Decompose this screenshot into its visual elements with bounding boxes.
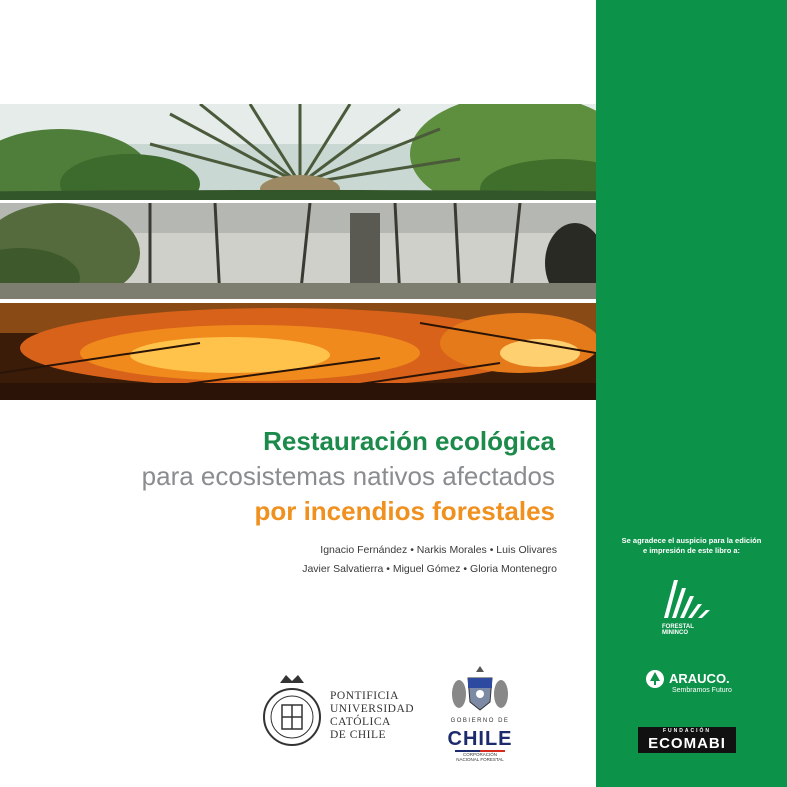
chile-coat-of-arms-icon (450, 664, 510, 721)
thanks-line: e impresión de este libro a: (642, 546, 741, 555)
title-line-1: Restauración ecológica (263, 426, 555, 456)
ecomabi-logo (638, 727, 736, 753)
arauco-label: ARAUCO. (669, 671, 730, 686)
puc-line: DE CHILE (330, 729, 387, 741)
title-line-2: para ecosistemas nativos afectados (141, 461, 555, 491)
ecomabi-name: ECOMABI (648, 735, 726, 752)
mininco-label: FORESTAL MININCO (662, 624, 694, 636)
chile-flag-bar (455, 750, 505, 752)
puc-line: UNIVERSIDAD (330, 703, 415, 715)
conaf-line: NACIONAL FORESTAL (456, 757, 504, 762)
authors-line-1: Ignacio Fernández • Narkis Morales • Luis Olivares (320, 544, 557, 556)
wildfire-photo (0, 303, 596, 400)
puc-line: CATÓLICA (330, 716, 391, 728)
puc-name (330, 690, 414, 742)
thanks-line: Se agradece el auspicio para la edición (621, 536, 762, 545)
ecomabi-prefix: FUNDACIÓN (663, 728, 711, 734)
forest-canopy-photo (0, 104, 596, 200)
arauco-tagline: Sembramos Futuro (672, 687, 732, 694)
puc-seal-icon (262, 675, 322, 758)
chile-label: CHILE (447, 728, 513, 750)
conaf-line: CORPORACIÓN (462, 752, 497, 757)
title-line-3: por incendios forestales (254, 496, 555, 526)
sponsor-thanks (596, 536, 787, 556)
puc-line: PONTIFICIA (330, 690, 399, 702)
sponsor-sidebar (596, 0, 787, 787)
gobierno-label: GOBIERNO DE (450, 718, 510, 724)
smoky-forest-photo (0, 203, 596, 299)
authors-line-2: Javier Salvatierra • Miguel Gómez • Gloria Montenegro (302, 563, 557, 575)
arauco-logo-icon (645, 669, 665, 694)
conaf-label (440, 752, 520, 762)
